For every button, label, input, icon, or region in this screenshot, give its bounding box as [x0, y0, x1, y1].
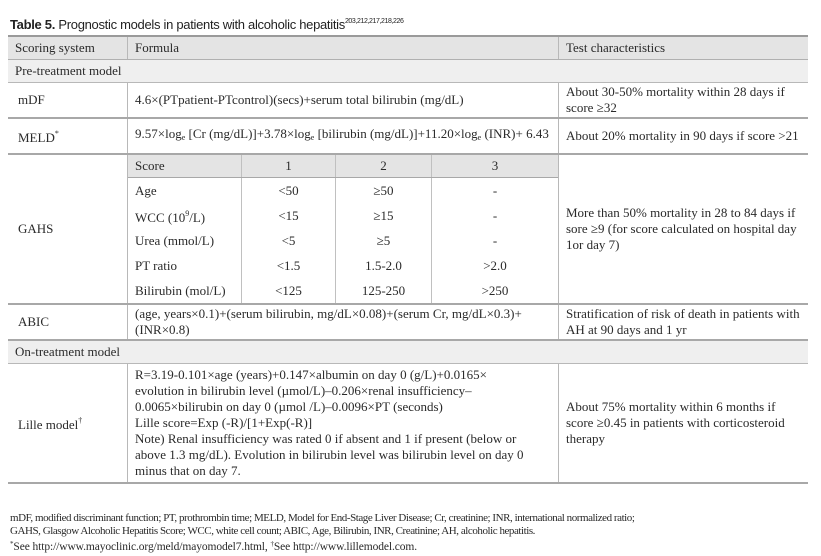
gahs-header-row [128, 155, 558, 178]
header-scoring-system: Scoring system [8, 36, 128, 60]
test-lille: About 75% mortality within 6 months if score ≥0.45 in patients with corticosteroid therapy [559, 364, 809, 484]
footnote-mark-meld: * [54, 129, 59, 138]
header-test-characteristics: Test characteristics [559, 36, 809, 60]
table-footnotes [10, 512, 815, 554]
gahs-header-score: Score [128, 155, 242, 178]
test-abic: Stratification of risk of death in patients with AH at 90 days and 1 yr [559, 304, 809, 340]
gahs-value: ≥50 [336, 178, 432, 204]
footnote-mark: * [10, 540, 14, 548]
gahs-value: 125-250 [336, 278, 432, 303]
table-title-text: Prognostic models in patients with alcoholic hepatitis [58, 17, 345, 32]
gahs-label [128, 203, 242, 228]
formula-line: 0.0065×bilirubin on day 0 (µmol /L)–0.0096×PT (seconds) [135, 399, 443, 414]
gahs-value: - [492, 207, 498, 223]
log-base-e: e [477, 133, 482, 142]
footnote-abbreviations-2: GAHS, Glasgow Alcoholic Hepatitis Score; WCC, white cell count; ABIC, Age, Bilirubin, INR, Creatinine; AH, alcoholic hepatitis. [10, 525, 535, 537]
footnote-meld-link[interactable]: See http://www.mayoclinic.org/meld/mayomodel7.html, [13, 541, 268, 553]
formula-meld [128, 118, 559, 154]
gahs-label-exponent: 9 [185, 208, 190, 218]
table-title [10, 17, 404, 32]
gahs-header-3: 3 [432, 155, 559, 178]
test-gahs: More than 50% mortality in 28 to 84 days if sore ≥9 (for score calculated on hospital day 1or day 7) [559, 154, 809, 304]
gahs-row-pt-ratio [128, 253, 558, 278]
formula-line: Lille score=Exp (-R)/[1+Exp(-R)] [135, 415, 313, 430]
gahs-row-age [128, 178, 558, 204]
gahs-label: Urea (mmol/L) [128, 228, 242, 253]
formula-line: Note) Renal insufficiency was rated 0 if absent and 1 if present (below or [135, 431, 517, 446]
formula-line: evolution in bilirubin level (µmol/L)–0.206×renal insufficiency– [135, 383, 472, 398]
model-name-meld [8, 118, 128, 154]
model-name-mdf: mDF [8, 83, 128, 119]
header-row [8, 36, 808, 60]
formula-meld-part: (INR)+ 6.43 [481, 126, 549, 141]
table-label: Table 5. [10, 17, 56, 32]
gahs-header-2: 2 [336, 155, 432, 178]
gahs-label-part: /L) [189, 209, 206, 225]
formula-abic: (age, years×0.1)+(serum bilirubin, mg/dL×0.08)+(serum Cr, mg/dL×0.3)+ (INR×0.8) [128, 304, 559, 340]
gahs-value: ≥5 [336, 228, 432, 253]
gahs-value: >2.0 [483, 257, 507, 273]
gahs-value: <15 [242, 203, 336, 228]
gahs-row-urea [128, 228, 558, 253]
formula-meld-part: [Cr (mg/dL)]+3.78×log [185, 126, 311, 141]
gahs-row-wcc [128, 203, 558, 228]
model-name-meld-text: MELD [18, 130, 55, 145]
formula-line: minus that on day 7. [135, 463, 241, 478]
footnote-lille-link[interactable]: See http://www.lillemodel.com. [273, 541, 418, 553]
table-row-lille [8, 364, 808, 484]
model-name-lille-text: Lille model [18, 417, 79, 432]
gahs-value: - [492, 232, 498, 248]
formula-mdf: 4.6×(PTpatient-PTcontrol)(secs)+serum total bilirubin (mg/dL) [128, 83, 559, 119]
log-base-e: e [181, 133, 186, 142]
gahs-value: 1.5-2.0 [336, 253, 432, 278]
footnote-abbreviations-1: mDF, modified discriminant function; PT, prothrombin time; MELD, Model for End-Stage Liver Disease; Cr, creatinine; INR, international normalized ratio; [10, 512, 635, 524]
title-references: 203,212,217,218,226 [344, 18, 404, 25]
prognostic-models-table [8, 35, 808, 484]
gahs-row-bilirubin [128, 278, 558, 303]
footnote-mark: † [270, 540, 274, 548]
formula-gahs [128, 154, 559, 304]
formula-line: above 1.3 mg/dL). Evolution in bilirubin level was bilirubin level on day 0 [135, 447, 524, 462]
table-row-mdf [8, 83, 808, 119]
gahs-value: <50 [242, 178, 336, 204]
table-row-abic [8, 304, 808, 340]
header-formula: Formula [128, 36, 559, 60]
section-label-pre-treatment: Pre-treatment model [8, 60, 808, 83]
footnote-links [10, 538, 815, 554]
gahs-value: <5 [242, 228, 336, 253]
gahs-value: <125 [242, 278, 336, 303]
formula-lille [128, 364, 559, 484]
gahs-value: <1.5 [242, 253, 336, 278]
formula-meld-part: [bilirubin (mg/dL)]+11.20×log [314, 126, 478, 141]
model-name-lille [8, 364, 128, 484]
table-row-meld [8, 118, 808, 154]
gahs-value: >250 [481, 282, 509, 298]
gahs-value: ≥15 [336, 203, 432, 228]
gahs-value: - [492, 182, 498, 198]
section-row-pre-treatment [8, 60, 808, 83]
section-label-on-treatment: On-treatment model [8, 340, 808, 364]
footnote-mark-lille: † [78, 416, 83, 425]
gahs-score-table [128, 155, 558, 303]
model-name-gahs: GAHS [8, 154, 128, 304]
gahs-header-1: 1 [242, 155, 336, 178]
formula-line: R=3.19-0.101×age (years)+0.147×albumin on day 0 (g/L)+0.0165× [135, 367, 487, 382]
gahs-label: PT ratio [128, 253, 242, 278]
log-base-e: e [310, 133, 315, 142]
gahs-label: Bilirubin (mol/L) [128, 278, 242, 303]
test-meld: About 20% mortality in 90 days if score >21 [559, 118, 809, 154]
test-mdf: About 30-50% mortality within 28 days if score ≥32 [559, 83, 809, 119]
gahs-label-part: WCC (10 [135, 209, 186, 225]
model-name-abic: ABIC [8, 304, 128, 340]
gahs-label: Age [128, 178, 242, 204]
table-row-gahs [8, 154, 808, 304]
section-row-on-treatment [8, 340, 808, 364]
formula-meld-part: 9.57×log [135, 126, 182, 141]
